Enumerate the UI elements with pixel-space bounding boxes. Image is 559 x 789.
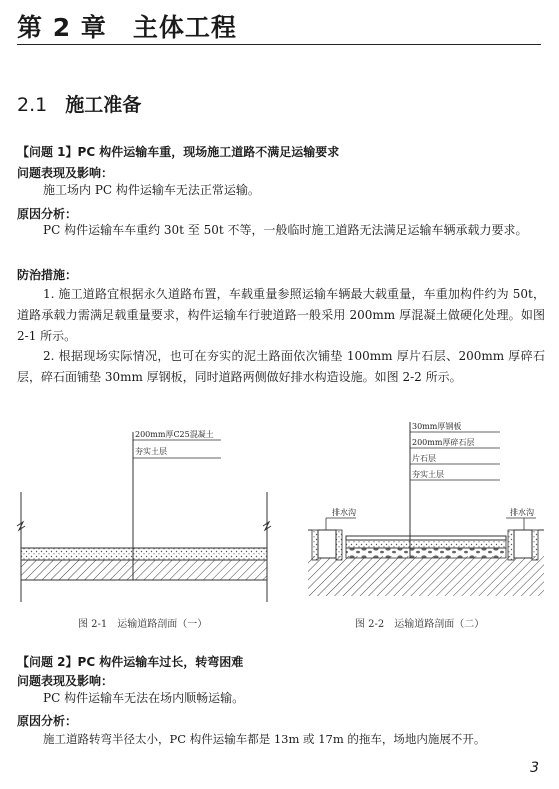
chapter-number: 第 2 章 [17,13,107,42]
fig2-label-soil: 夯实土层 [412,470,444,479]
chapter-title: 主体工程 [132,13,237,42]
section-heading [17,90,141,117]
fig2-label-steel-plate: 30mm厚钢板 [412,422,462,431]
fig2-label-ditch-left: 排水沟 [332,508,356,517]
page-number: 3 [530,760,539,776]
figure-2-2-road-section-diagram [300,418,552,610]
chapter-heading [17,8,237,44]
q1-symptom-text: 施工场内 PC 构件运输车无法正常运输。 [43,183,260,197]
q2-symptom-text: PC 构件运输车无法在场内顺畅运输。 [43,691,245,705]
q1-measures-heading: 防治措施： [17,268,78,282]
fig1-label-concrete: 200mm厚C25混凝土 [135,430,214,439]
q2-cause-heading: 原因分析： [17,714,78,728]
fig1-label-soil: 夯实土层 [135,447,167,456]
q2-symptom-heading: 问题表现及影响： [17,674,114,688]
fig2-label-gravel: 200mm厚碎石层 [412,438,475,447]
q2-cause-text: 施工道路转弯半径太小，PC 构件运输车都是 13m 或 17m 的拖车，场地内施展不开。 [43,732,486,746]
q1-cause-heading: 原因分析： [17,207,78,221]
fig2-label-rubble: 片石层 [412,454,436,463]
figure-2-1-caption: 图 2-1 运输道路剖面（一） [78,619,208,630]
figure-2-1-road-section-diagram [15,420,277,610]
q1-symptom-heading: 问题表现及影响： [17,166,114,180]
q1-cause-text: PC 构件运输车车重约 30t 至 50t 不等，一般临时施工道路无法满足运输车辆承载力要求。 [43,223,528,237]
question-1-title: 【问题 1】PC 构件运输车重，现场施工道路不满足运输要求 [17,145,340,159]
section-number: 2.1 [17,94,48,116]
q1-measure-1: 1. 施工道路宜根据永久道路布置，车载重量参照运输车辆最大载重量，车重加构件约为 50t，道路承载力需满足载重量要求，构件运输车行驶道路一般采用 200mm 厚混凝土做硬化处理。如图 2-1 所示。 [17,287,545,343]
fig2-label-ditch-right: 排水沟 [510,508,534,517]
chapter-rule [17,44,541,45]
figure-2-2-caption: 图 2-2 运输道路剖面（二） [355,619,485,630]
section-title: 施工准备 [65,94,142,116]
question-2-title: 【问题 2】PC 构件运输车过长，转弯困难 [17,655,244,669]
q1-measure-2: 2. 根据现场实际情况，也可在夯实的泥土路面依次铺垫 100mm 厚片石层、200mm 厚碎石层，碎石面铺垫 30mm 厚钢板，同时道路两侧做好排水构造设施。如图 2-2 所示。 [17,349,545,384]
